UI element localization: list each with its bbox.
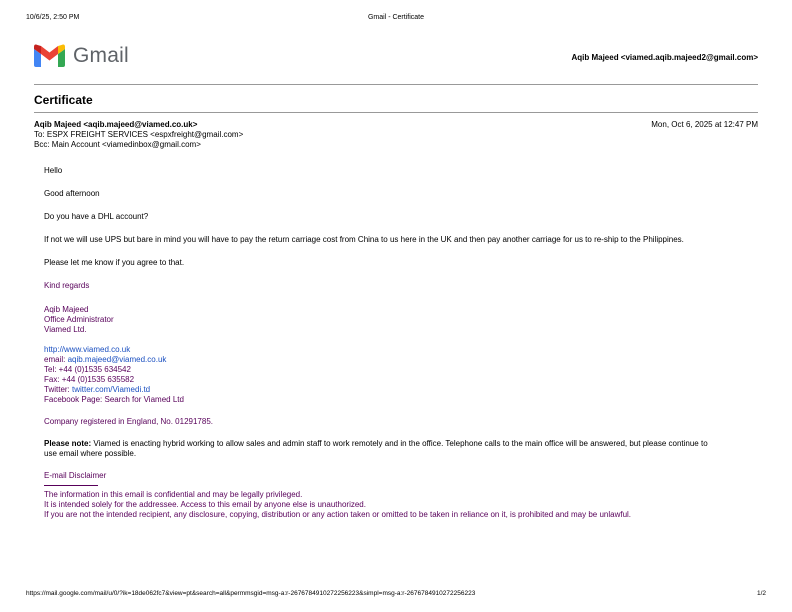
header-divider	[34, 84, 758, 85]
note-text: Viamed is enacting hybrid working to allow sales and admin staff to work remotely and in the office. Telephone calls to the main office will be answered, but please continue to use email where possible.	[44, 439, 708, 458]
gmail-logo[interactable]	[34, 44, 129, 68]
logo-row	[34, 42, 758, 72]
signature-company: Viamed Ltd.	[44, 325, 87, 334]
contact-block	[44, 345, 722, 405]
disclaimer-line-2: It is intended solely for the addressee. Access to this email by anyone else is unauthorized.	[44, 500, 366, 509]
website-link[interactable]: http://www.viamed.co.uk	[44, 345, 131, 354]
message-from: Aqib Majeed <aqib.majeed@viamed.co.uk>	[34, 120, 198, 129]
facebook-line: Facebook Page: Search for Viamed Ltd	[44, 395, 184, 404]
good-afternoon: Good afternoon	[44, 189, 100, 198]
print-header	[26, 14, 766, 26]
disclaimer-line-1: The information in this email is confidential and may be legally privileged.	[44, 490, 303, 499]
message-bcc: Bcc: Main Account <viamedinbox@gmail.com>	[34, 140, 201, 149]
print-footer	[26, 590, 766, 600]
gmail-wordmark: Gmail	[73, 44, 129, 67]
dhl-question: Do you have a DHL account?	[44, 212, 149, 221]
signature-name: Aqib Majeed	[44, 305, 89, 314]
twitter-link[interactable]: twitter.com/Viamedi.td	[72, 385, 151, 394]
gmail-envelope-icon	[34, 44, 65, 68]
greeting: Hello	[44, 166, 63, 175]
email-link[interactable]: aqib.majeed@viamed.co.uk	[67, 355, 167, 364]
footer-page-number: 1/2	[756, 590, 766, 597]
account-label: Aqib Majeed <viamed.aqib.majeed2@gmail.com>	[571, 53, 758, 62]
signature-title: Office Administrator	[44, 315, 114, 324]
footer-url: https://mail.google.com/mail/u/0/?ik=18de062fc7&view=pt&search=all&permmsgid=msg-a:r-2676784910272256223&simpl=msg-a:r-2676784910272256223	[26, 590, 476, 597]
message-body	[44, 166, 722, 520]
subject-divider	[34, 112, 758, 113]
kind-regards: Kind regards	[44, 281, 90, 290]
disclaimer-divider	[44, 485, 98, 486]
company-registration: Company registered in England, No. 01291785.	[44, 417, 213, 426]
message-to: To: ESPX FREIGHT SERVICES <espxfreight@gmail.com>	[34, 130, 244, 139]
disclaimer-line-3: If you are not the intended recipient, any disclosure, copying, distribution or any action taken or omitted to be taken in reliance on it, is prohibited and may be unlawful.	[44, 510, 632, 519]
message-date: Mon, Oct 6, 2025 at 12:47 PM	[651, 120, 758, 129]
disclaimer-title: E-mail Disclaimer	[44, 471, 107, 480]
message-header	[34, 120, 758, 150]
email-subject: Certificate	[34, 93, 93, 107]
twitter-label: Twitter:	[44, 385, 73, 394]
print-datetime: 10/6/25, 2:50 PM	[26, 14, 80, 21]
ups-paragraph: If not we will use UPS but bare in mind you will have to pay the return carriage cost from China to us here in the UK and then pay another carriage for us to re-ship to the Philippines.	[44, 235, 684, 244]
signature-block	[44, 305, 722, 335]
hybrid-note	[44, 439, 722, 459]
agree-request: Please let me know if you agree to that.	[44, 258, 185, 267]
print-page-title: Gmail - Certificate	[367, 14, 424, 21]
tel-line: Tel: +44 (0)1535 634542	[44, 365, 131, 374]
fax-line: Fax: +44 (0)1535 635582	[44, 375, 135, 384]
disclaimer-block	[44, 490, 722, 520]
note-label: Please note:	[44, 439, 94, 448]
email-label: email:	[44, 355, 68, 364]
